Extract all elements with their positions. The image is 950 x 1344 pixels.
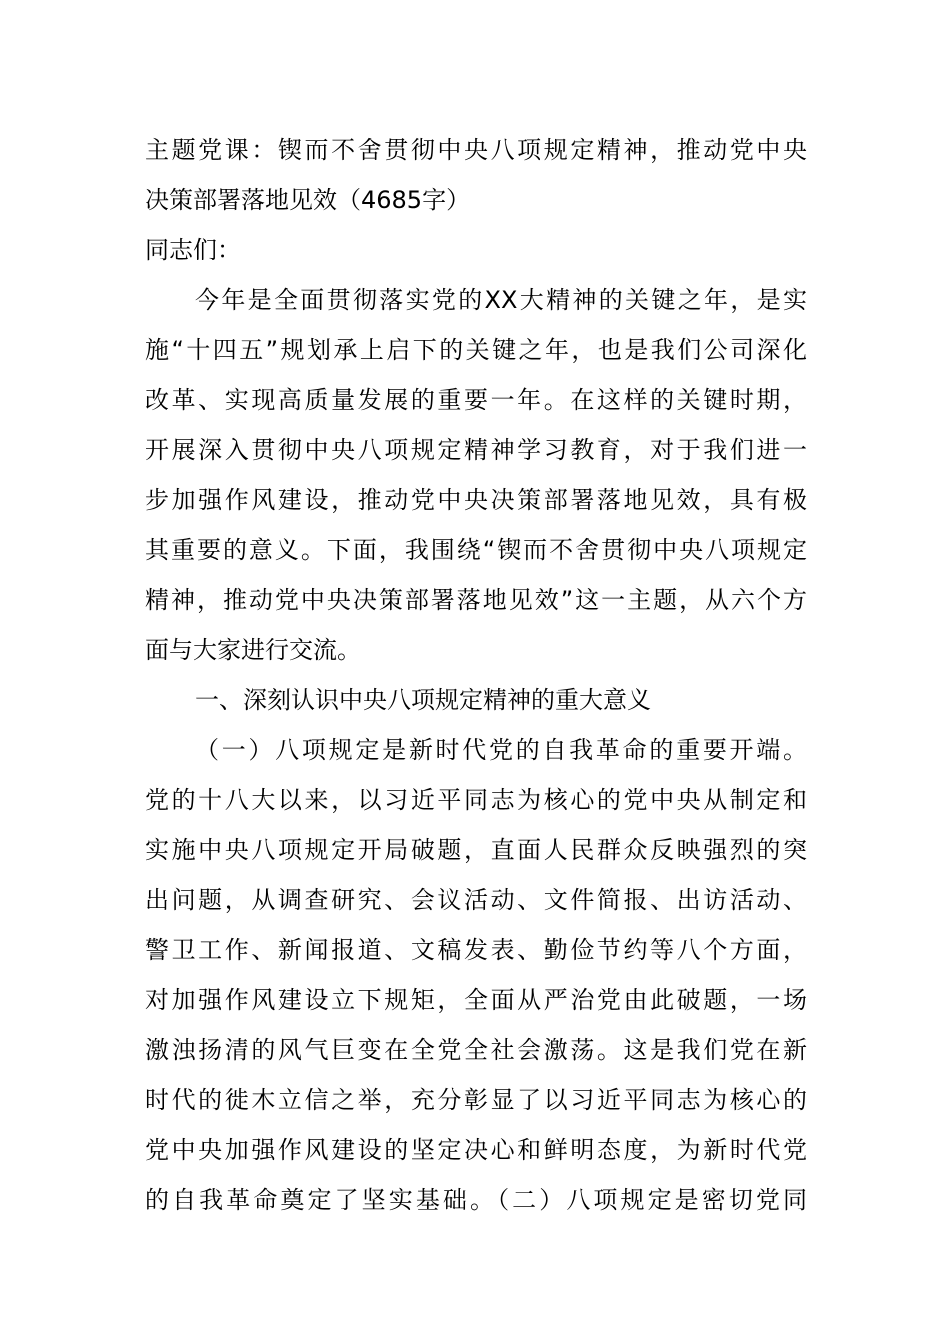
paragraph-line: 实施中央八项规定开局破题，直面人民群众反映强烈的突 [145,836,807,864]
paragraph-line: 激浊扬清的风气巨变在全党全社会激荡。这是我们党在新 [145,1036,807,1064]
paragraph-line: 出问题，从调查研究、会议活动、文件简报、出访活动、 [145,886,807,914]
paragraph-line: 今年是全面贯彻落实党的XX大精神的关键之年，是实 [195,286,807,314]
subsection-heading: （一）八项规定是新时代党的自我革命的重要开端。 [195,736,807,764]
paragraph-line: 步加强作风建设，推动党中央决策部署落地见效，具有极 [145,486,807,514]
paragraph-line: 开展深入贯彻中央八项规定精神学习教育，对于我们进一 [145,436,807,464]
paragraph-line: 精神，推动党中央决策部署落地见效”这一主题，从六个方 [145,586,807,614]
document-page [145,132,807,1232]
salutation: 同志们： [145,236,241,264]
section-heading: 一、深刻认识中央八项规定精神的重大意义 [195,686,651,714]
document-title-line-1: 主题党课：锲而不舍贯彻中央八项规定精神，推动党中央 [145,136,807,164]
paragraph-line: 施“十四五”规划承上启下的关键之年，也是我们公司深化 [145,336,807,364]
paragraph-line: 对加强作风建设立下规矩，全面从严治党由此破题，一场 [145,986,807,1014]
paragraph-line: 的自我革命奠定了坚实基础。（二）八项规定是密切党同 [145,1186,807,1214]
paragraph-line: 时代的徙木立信之举，充分彰显了以习近平同志为核心的 [145,1086,807,1114]
paragraph-line: 面与大家进行交流。 [145,636,361,664]
paragraph-line: 其重要的意义。下面，我围绕“锲而不舍贯彻中央八项规定 [145,536,807,564]
paragraph-line: 党的十八大以来，以习近平同志为核心的党中央从制定和 [145,786,807,814]
paragraph-line: 改革、实现高质量发展的重要一年。在这样的关键时期， [145,386,807,414]
paragraph-line: 党中央加强作风建设的坚定决心和鲜明态度，为新时代党 [145,1136,807,1164]
paragraph-line: 警卫工作、新闻报道、文稿发表、勤俭节约等八个方面， [145,936,807,964]
document-title-line-2: 决策部署落地见效（4685字） [145,186,471,214]
